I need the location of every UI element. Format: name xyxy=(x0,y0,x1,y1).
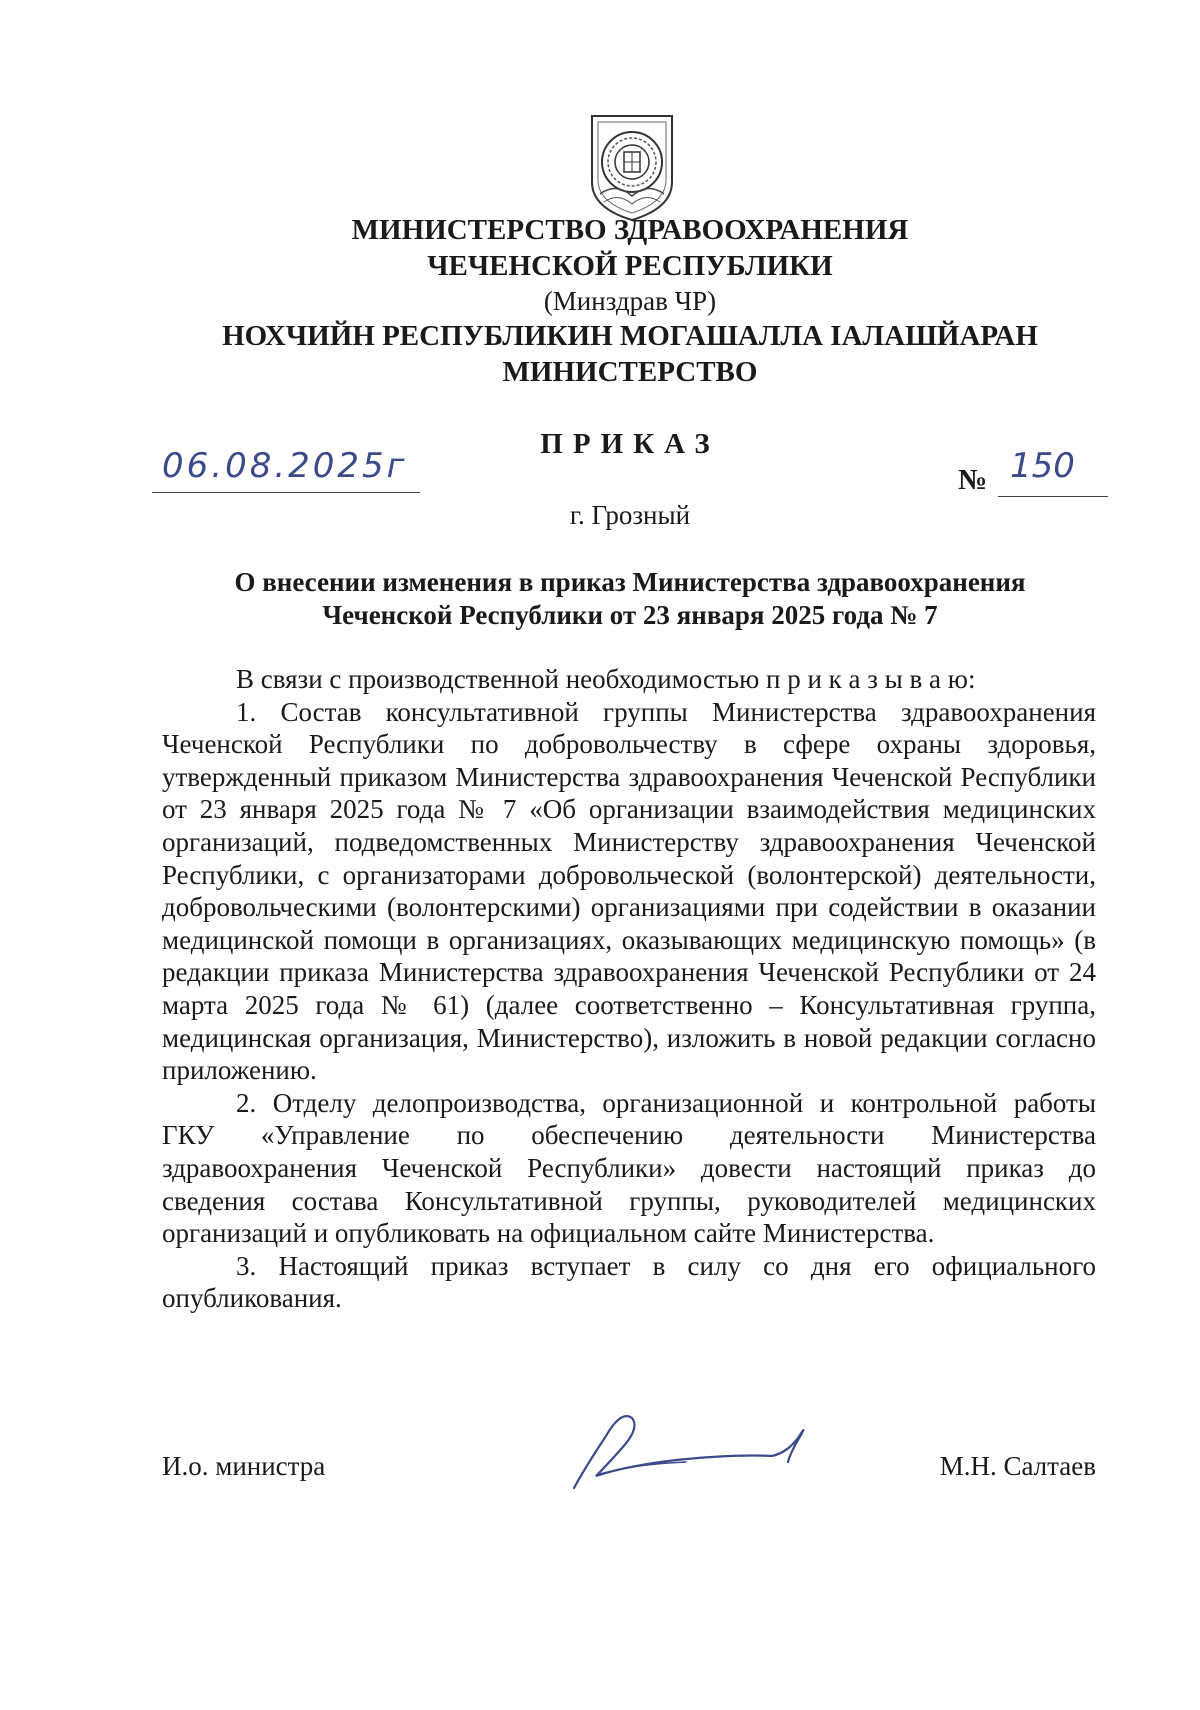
ministry-name-line2: ЧЕЧЕНСКОЙ РЕСПУБЛИКИ xyxy=(427,250,833,282)
ministry-header xyxy=(150,212,1110,390)
ministry-name-chechen-line2: МИНИСТЕРСТВО xyxy=(502,356,758,388)
order-date-handwritten: 06.08.2025г xyxy=(162,446,408,486)
signatory-role: И.о. министра xyxy=(162,1451,326,1481)
order-item-3: 3. Настоящий приказ вступает в силу со дня его официального опубликования. xyxy=(162,1250,1096,1314)
order-intro: В связи с производственной необходимостью п р и к а з ы в а ю: xyxy=(236,664,976,694)
order-title-line1: О внесении изменения в приказ Министерства здравоохранения xyxy=(234,567,1026,597)
order-item-2: 2. Отделу делопроизводства, организационной и контрольной работы ГКУ «Управление по обеспечению деятельности Министерства здравоохранения Чеченской Республики» довести настоящий приказ до сведения состава Консультативной группы, руководителей медицинских организаций и опубликовать на официальном сайте Министерства. xyxy=(162,1087,1096,1249)
order-item-1: 1. Состав консультативной группы Министерства здравоохранения Чеченской Республики по добровольчеству в сфере охраны здоровья, утвержденный приказом Министерства здравоохранения Чеченской Республики от 23 января 2025 года № 7 «Об организации взаимодействия медицинских организаций, подведомственных Министерству здравоохранения Чеченской Республики, с организаторами добровольческой (волонтерской) деятельности, добровольческими (волонтерскими) организациями при содействии в оказании медицинской помощи в организациях, оказывающих медицинскую помощь» (в редакции приказа Министерства здравоохранения Чеченской Республики от 24 марта 2025 года № 61) (далее соответственно – Консультативная группа, медицинская организация, Министерство), изложить в новой редакции согласно приложению. xyxy=(162,696,1096,1086)
number-underline xyxy=(998,496,1108,497)
coat-of-arms-emblem xyxy=(586,112,678,222)
order-city: г. Грозный xyxy=(569,500,691,530)
ministry-abbreviation: (Минздрав ЧР) xyxy=(543,286,717,316)
signatory-name: М.Н. Салтаев xyxy=(939,1451,1096,1481)
order-title xyxy=(150,566,1110,632)
order-heading: ПРИКАЗ xyxy=(540,428,720,460)
order-number-label: № xyxy=(958,464,988,496)
ministry-name-chechen-line1: НОХЧИЙН РЕСПУБЛИКИН МОГАШАЛЛА IАЛАШЙАРАН xyxy=(222,320,1038,352)
handwritten-signature xyxy=(566,1396,866,1506)
date-underline xyxy=(152,492,420,493)
ministry-name-line1: МИНИСТЕРСТВО ЗДРАВООХРАНЕНИЯ xyxy=(351,214,909,246)
order-title-line2: Чеченской Республики от 23 января 2025 года № 7 xyxy=(322,600,938,630)
order-number-handwritten: 150 xyxy=(1010,446,1075,486)
order-body xyxy=(162,663,1096,1315)
